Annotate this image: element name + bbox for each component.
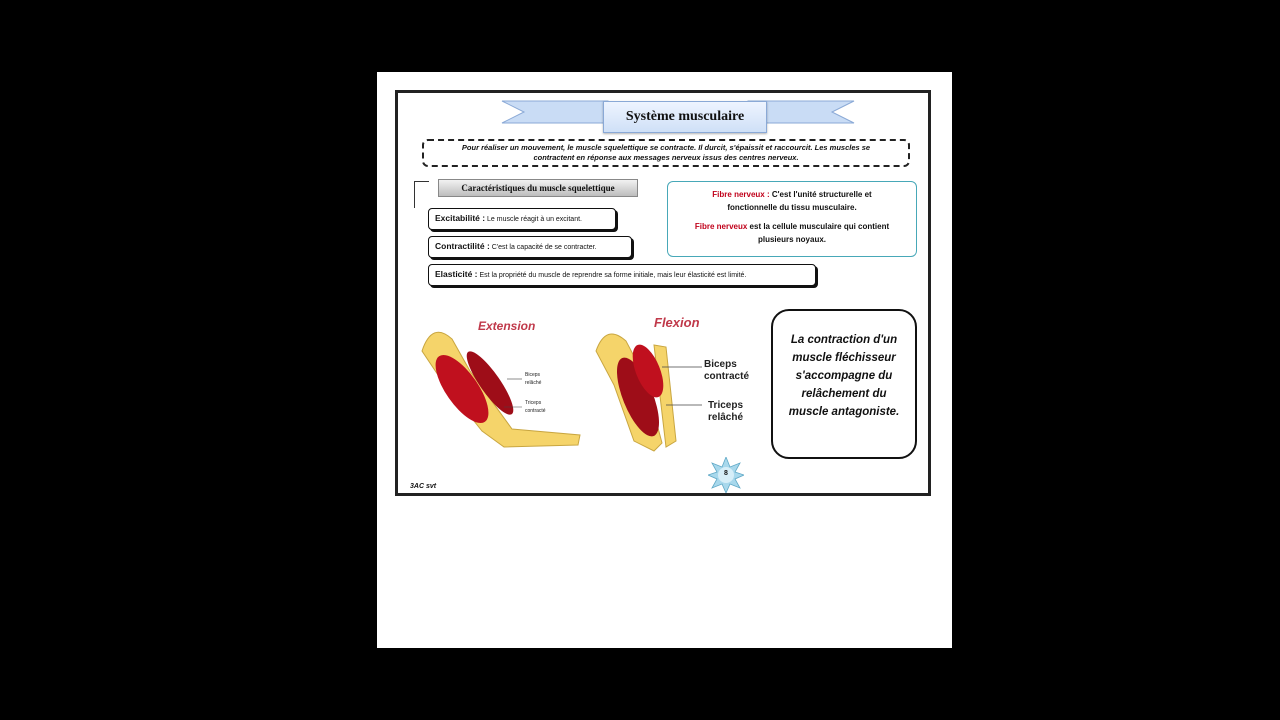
contractility-term: Contractilité :: [435, 241, 490, 251]
contractility-item: [428, 236, 632, 258]
excitability-term: Excitabilité :: [435, 213, 486, 223]
characteristics-heading: Caractéristiques du muscle squelettique: [438, 179, 638, 197]
elasticity-item: [428, 264, 816, 286]
fibre-def-1a: C'est l'unité structurelle et: [771, 190, 872, 199]
page-number: 8: [724, 470, 728, 477]
excitability-text: Le muscle réagit à un excitant.: [487, 216, 582, 223]
fibre-definition-box: [667, 181, 917, 257]
extension-biceps-label: Biceps relâché: [525, 372, 542, 386]
extension-arm-illustration: [412, 311, 582, 461]
worksheet-frame: [395, 90, 931, 496]
fibre-term-2: Fibre nerveux: [694, 222, 748, 231]
fibre-def-2b: plusieurs noyaux.: [757, 235, 827, 244]
excitability-item: [428, 208, 616, 230]
document-page: [377, 72, 952, 648]
extension-title: Extension: [478, 319, 536, 333]
section-bracket: [414, 181, 429, 208]
flexion-title: Flexion: [654, 315, 700, 330]
footer-class-label: 3AC svt: [410, 483, 437, 490]
elasticity-term: Elasticité :: [435, 269, 478, 279]
fibre-def-2a: est la cellule musculaire qui contient: [749, 222, 890, 231]
fibre-term-1: Fibre nerveux :: [712, 190, 770, 199]
extension-triceps-label: Triceps contracté: [525, 400, 546, 414]
intro-text-box: [422, 139, 910, 167]
fibre-def-1b: fonctionnelle du tissu musculaire.: [727, 203, 857, 212]
flexion-triceps-label: Triceps relâché: [708, 400, 744, 423]
intro-line-2: contractent en réponse aux messages nerveux issus des centres nerveux.: [533, 153, 799, 162]
flexion-biceps-label: Biceps contracté: [704, 359, 750, 382]
intro-line-1: Pour réaliser un mouvement, le muscle squelettique se contracte. Il durcit, s'épaissit et raccourcit. Les muscles se: [461, 143, 871, 152]
flexion-arm-illustration: [584, 315, 754, 461]
elasticity-text: Est la propriété du muscle de reprendre sa forme initiale, mais leur élasticité est limité.: [479, 272, 747, 279]
contractility-text: C'est la capacité de se contracter.: [491, 244, 597, 251]
page-title: Système musculaire: [603, 101, 767, 133]
conclusion-box: La contraction d'un muscle fléchisseur s'accompagne du relâchement du muscle antagoniste.: [771, 309, 917, 459]
